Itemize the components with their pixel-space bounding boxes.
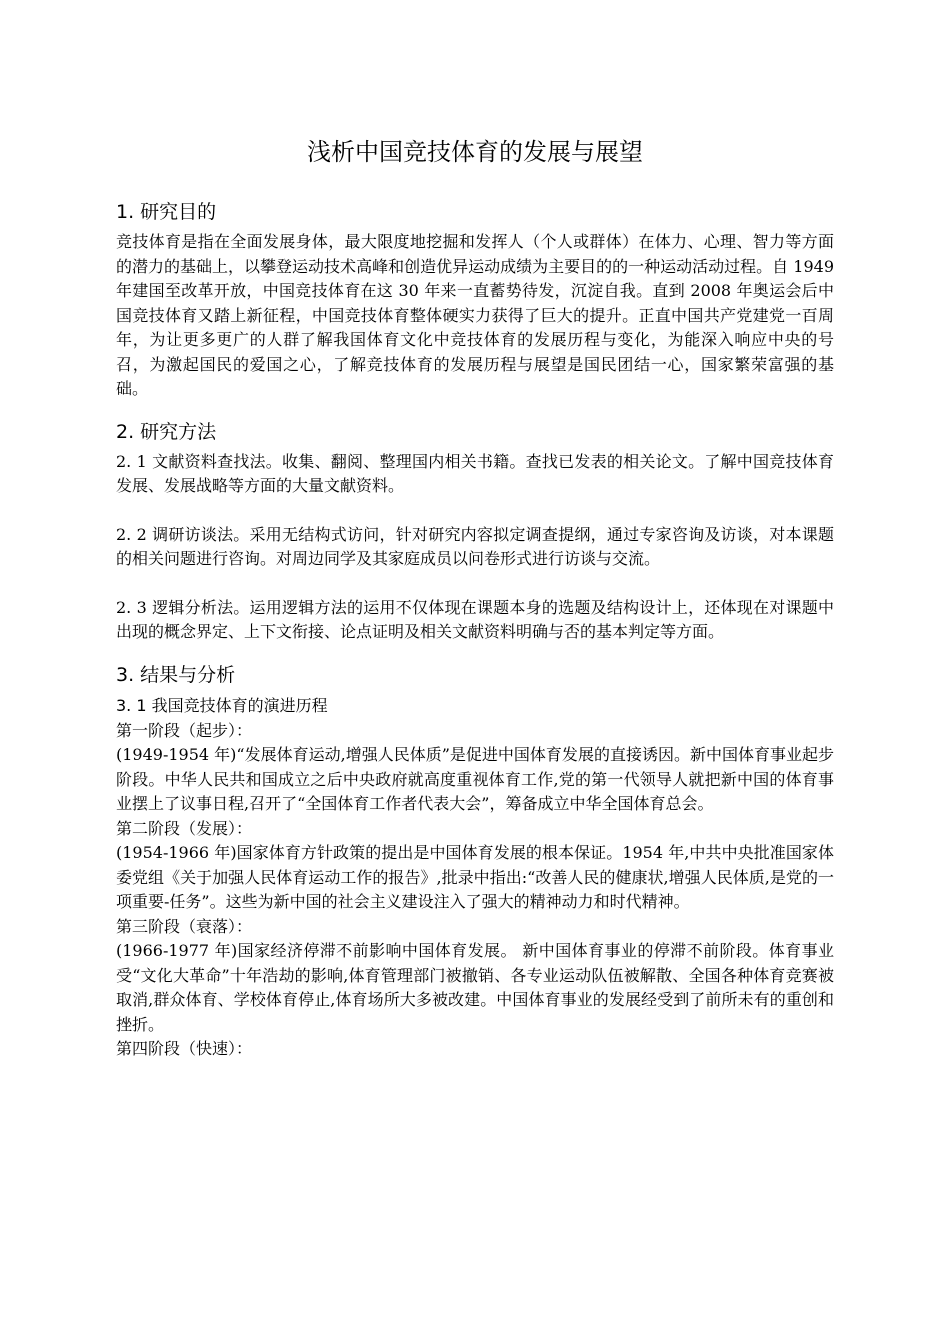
section-heading-results: 3. 结果与分析 xyxy=(116,663,236,686)
subsection-heading-history: 3. 1 我国竞技体育的演进历程 xyxy=(116,695,328,715)
document-page xyxy=(116,130,834,1062)
stage-3-text: (1966-1977 年)国家经济停滞不前影响中国体育发展。 新中国体育事业的停滞不前阶段。体育事业受“文化大革命”十年浩劫的影响,体育管理部门被撤销、各专业运动队伍被解散、全国各种体育竞赛被取消,群众体育、学校体育停止,体育场所大多被改建。中国体育事业的发展经受到了前所未有的重创和挫折。 xyxy=(116,941,834,1034)
stage-1-label: 第一阶段（起步）： xyxy=(116,720,253,740)
stage-2-text: (1954-1966 年)国家体育方针政策的提出是中国体育发展的根本保证。1954 年,中共中央批准国家体委党组《关于加强人民体育运动工作的报告》,批录中指出:“改善人民的健康状,增强人民体质,是党的一项重要-任务”。这些为新中国的社会主义建设注入了强大的精神动力和时代精神。 xyxy=(116,843,834,911)
section-heading-purpose: 1. 研究目的 xyxy=(116,201,217,223)
purpose-paragraph: 竞技体育是指在全面发展身体，最大限度地挖掘和发挥人（个人或群体）在体力、心理、智力等方面的潜力的基础上，以攀登运动技术高峰和创造优异运动成绩为主要目的的一种运动活动过程。自 1949 年建国至改革开放，中国竞技体育在这 30 年来一直蓄势待发，沉淀自我。直到 2008 年奥运会后中国竞技体育又踏上新征程，中国竞技体育整体硬实力获得了巨大的提升。正直中国共产党建党一百周年，为让更多更广的人群了解我国体育文化中竞技体育的发展历程与变化，为能深入响应中央的号召，为激起国民的爱国之心，了解竞技体育的发展历程与展望是国民团结一心，国家繁荣富强的基础。 xyxy=(116,232,834,398)
stage-3-label: 第三阶段（衰落）： xyxy=(116,916,253,936)
stage-4-label: 第四阶段（快速）： xyxy=(116,1039,253,1058)
section-heading-methods: 2. 研究方法 xyxy=(116,420,217,443)
method-interview-paragraph: 2. 2 调研访谈法。采用无结构式访问，针对研究内容拟定调查提纲，通过专家咨询及访谈，对本课题的相关问题进行咨询。对周边同学及其家庭成员以问卷形式进行访谈与交流。 xyxy=(116,524,834,568)
document-title: 浅析中国竞技体育的发展与展望 xyxy=(307,138,643,166)
method-literature-paragraph: 2. 1 文献资料查找法。收集、翻阅、整理国内相关书籍。查找已发表的相关论文。了解中国竞技体育发展、发展战略等方面的大量文献资料。 xyxy=(116,451,834,495)
method-logic-paragraph: 2. 3 逻辑分析法。运用逻辑方法的运用不仅体现在课题本身的选题及结构设计上，还体现在对课题中出现的概念界定、上下文衔接、论点证明及相关文献资料明确与否的基本判定等方面。 xyxy=(116,597,834,641)
stage-1-text: (1949-1954 年)“发展体育运动,增强人民体质”是促进中国体育发展的直接诱因。新中国体育事业起步阶段。中华人民共和国成立之后中央政府就高度重视体育工作,党的第一代领导人就把新中国的体育事业摆上了议事日程,召开了“全国体育工作者代表大会”，筹备成立中华全国体育总会。 xyxy=(116,745,834,813)
stage-2-label: 第二阶段（发展）： xyxy=(116,818,253,838)
